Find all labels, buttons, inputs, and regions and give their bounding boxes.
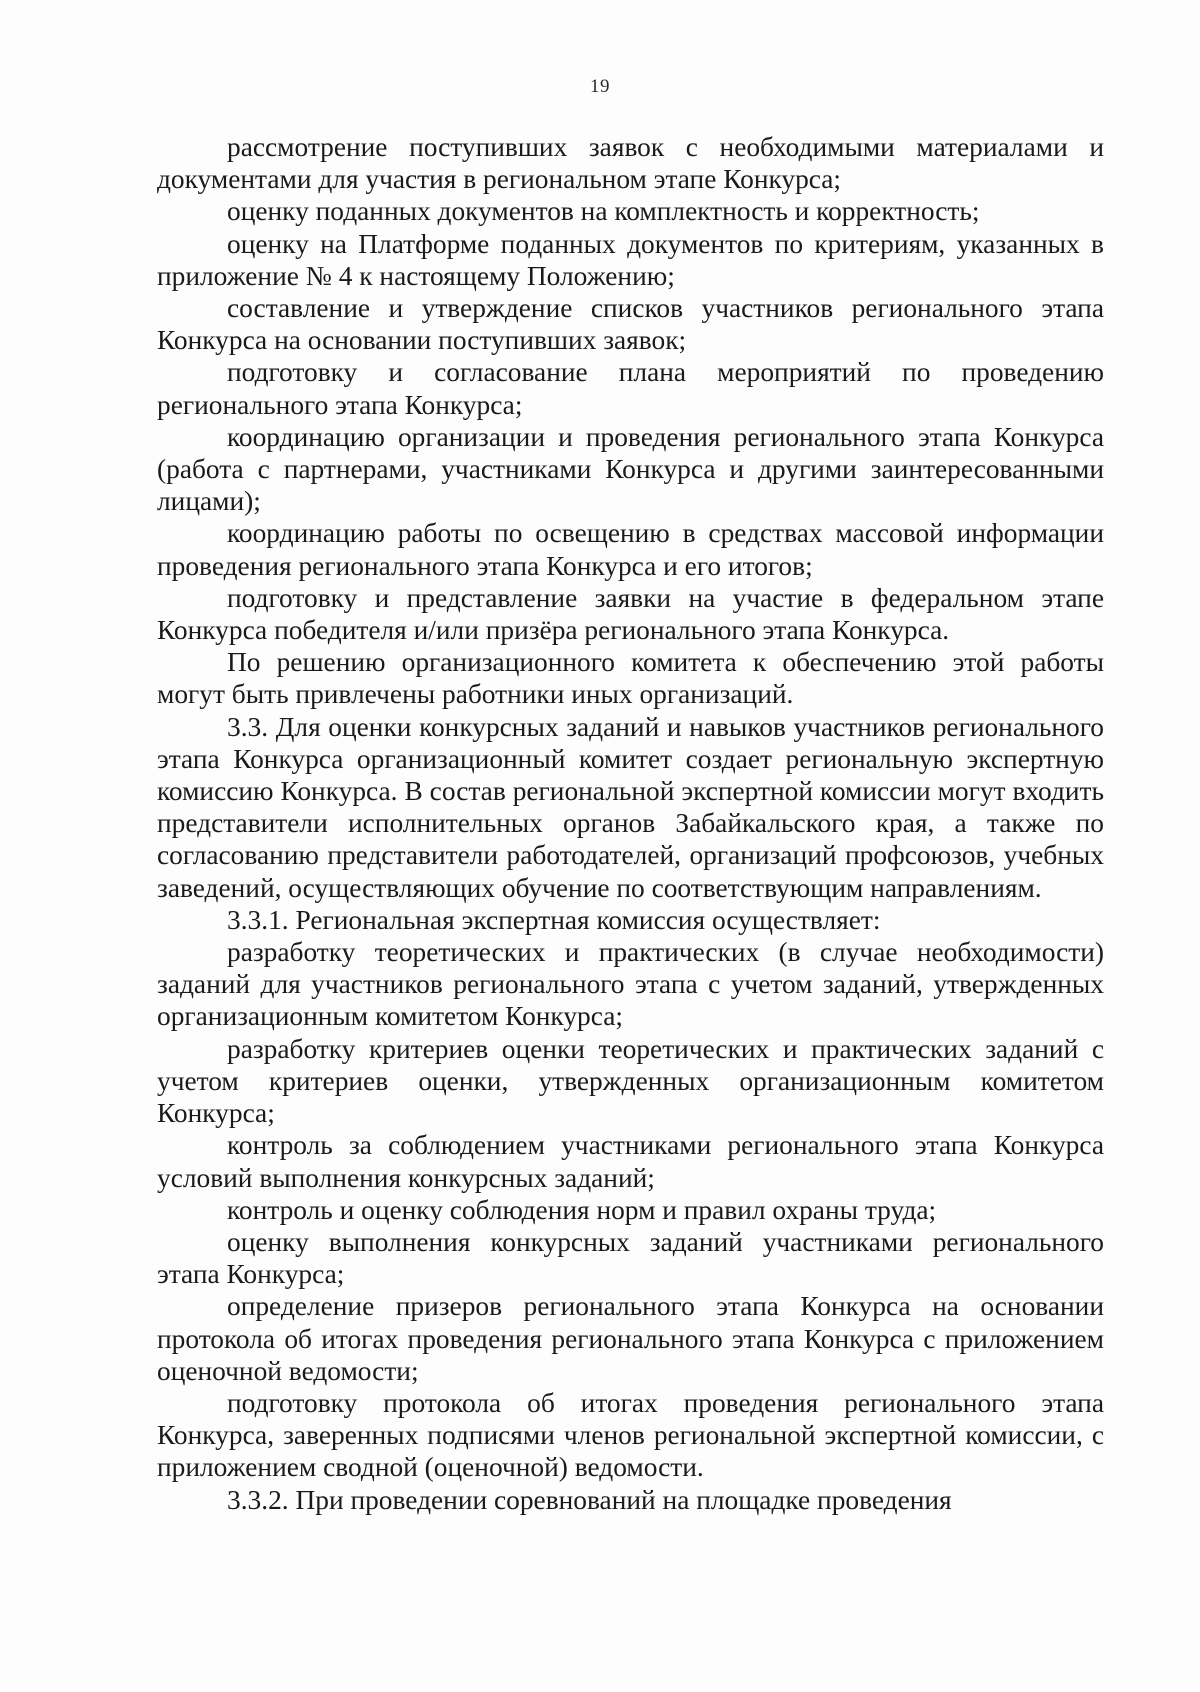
page-number: 19 (590, 76, 610, 97)
paragraph: составление и утверждение списков участников регионального этапа Конкурса на основании поступивших заявок; (157, 293, 1104, 356)
section-3-3-1-heading: 3.3.1. Региональная экспертная комиссия осуществляет: (227, 904, 881, 935)
paragraph: подготовку и согласование плана мероприятий по проведению регионального этапа Конкурса; (157, 357, 1104, 420)
paragraph: контроль за соблюдением участниками регионального этапа Конкурса условий выполнения конкурсных заданий; (157, 1130, 1104, 1193)
paragraph: рассмотрение поступивших заявок с необходимыми материалами и документами для участия в региональном этапе Конкурса; (157, 132, 1104, 195)
paragraph: разработку теоретических и практических (в случае необходимости) заданий для участников регионального этапа с учетом заданий, утвержденных организационным комитетом Конкурса; (157, 937, 1104, 1032)
paragraph: оценку поданных документов на комплектность и корректность; (227, 196, 980, 227)
paragraph: координацию работы по освещению в средствах массовой информации проведения регионального этапа Конкурса и его итогов; (157, 518, 1104, 581)
paragraph: оценку на Платформе поданных документов по критериям, указанных в приложение № 4 к настоящему Положению; (157, 228, 1104, 291)
document-body (157, 131, 1104, 1516)
section-3-3-paragraph: 3.3. Для оценки конкурсных заданий и навыков участников регионального этапа Конкурса организационный комитет создает региональную экспертную комиссию Конкурса. В состав региональной экспертной комиссии могут входить представители исполнительных органов Забайкальского края, а также по согласованию представители работодателей, организаций профсоюзов, учебных заведений, осуществляющих обучение по соответствующим направлениям. (157, 711, 1104, 903)
paragraph: координацию организации и проведения регионального этапа Конкурса (работа с партнерами, участниками Конкурса и другими заинтересованными лицами); (157, 421, 1104, 517)
paragraph: подготовку и представление заявки на участие в федеральном этапе Конкурса победителя и/или призёра регионального этапа Конкурса. (157, 582, 1104, 646)
paragraph: контроль и оценку соблюдения норм и правил охраны труда; (227, 1194, 937, 1225)
paragraph: оценку выполнения конкурсных заданий участниками регионального этапа Конкурса; (157, 1226, 1104, 1290)
paragraph: разработку критериев оценки теоретических и практических заданий с учетом критериев оценки, утвержденных организационным комитетом Конкурса; (157, 1033, 1104, 1129)
paragraph: определение призеров регионального этапа Конкурса на основании протокола об итогах проведения регионального этапа Конкурса с приложением оценочной ведомости; (157, 1291, 1104, 1386)
paragraph: По решению организационного комитета к обеспечению этой работы могут быть привлечены работники иных организаций. (157, 647, 1104, 710)
paragraph: подготовку протокола об итогах проведения регионального этапа Конкурса, заверенных подписями членов региональной экспертной комиссии, с приложением сводной (оценочной) ведомости. (157, 1387, 1104, 1483)
section-3-3-2-paragraph: 3.3.2. При проведении соревнований на площадке проведения (227, 1484, 952, 1515)
